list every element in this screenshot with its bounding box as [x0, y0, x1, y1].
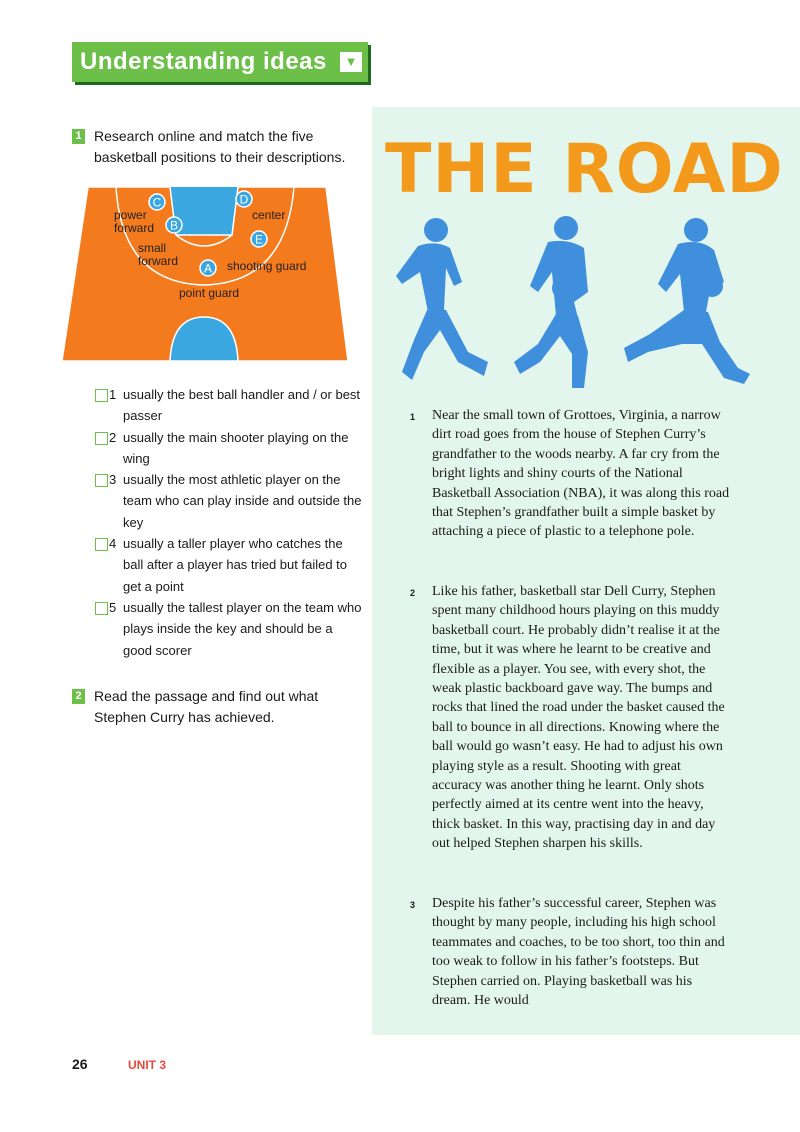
item-number: 2: [109, 429, 117, 445]
basketball-players-illustration: [388, 212, 768, 394]
list-item: [95, 427, 365, 470]
article-paragraph-3: [410, 894, 740, 1010]
item-text: usually the main shooter playing on the wing: [123, 429, 349, 466]
chevron-down-icon[interactable]: ▼: [340, 52, 362, 72]
article-paragraph-2: [410, 582, 740, 854]
item-number: 4: [109, 536, 117, 552]
task-2-instructions: Read the passage and find out what Stephen Curry has achieved.: [94, 688, 319, 725]
item-text: usually the most athletic player on the team who can play inside and outside the key: [123, 472, 362, 530]
item-text: usually a taller player who catches the ball after a player has tried but failed to get a point: [123, 536, 348, 594]
pin-letter-b: B: [169, 218, 179, 233]
task-number-badge: 1: [72, 129, 85, 144]
page-number: 26: [72, 1056, 88, 1072]
section-title: Understanding ideas: [80, 48, 327, 75]
answer-checkbox[interactable]: [95, 538, 108, 551]
position-pin-e: [251, 231, 267, 247]
position-pin-a: [200, 260, 216, 276]
article-title: THE ROAD: [385, 130, 784, 209]
label-center: center: [252, 208, 286, 222]
paragraph-text: Despite his father’s successful career, Stephen was thought by many people, including his high school teammates and coaches, to be too short, too thin and too weak to follow in his father’s footsteps. But Stephen carried on. Playing basketball was his dream. He would: [432, 896, 725, 1009]
answer-checkbox[interactable]: [95, 602, 108, 615]
item-number: 1: [109, 387, 117, 402]
answer-checkbox[interactable]: [95, 432, 108, 445]
pin-letter-d: D: [239, 192, 249, 207]
task-number-badge: 2: [72, 689, 85, 704]
list-item: [95, 533, 365, 597]
label-small-forward: small forward: [138, 241, 179, 268]
answer-checkbox[interactable]: [95, 474, 108, 487]
label-shooting-guard: shooting guard: [227, 259, 307, 273]
paragraph-text: Like his father, basketball star Dell Curry, Stephen spent many childhood hours playing on this muddy basketball court. He probably didn’t realise it at the time, but it was where he learnt to be creative and flexible as a player. You see, with every shot, the weak plastic backboard gave way. The bumps and rocks that lined the road under the basket caused the ball to bounce in all directions. Knowing where the ball would go wasn’t easy. He had to adjust his own playing style as a result. Shooting with great accuracy was another thing he learnt. Only shots perfectly aimed at its centre went into the heavy, thick basket. In this way, practising day in and day out helped Stephen sharpen his skills.: [432, 584, 725, 852]
pin-letter-c: C: [152, 195, 162, 210]
position-pin-b: [166, 217, 182, 233]
task-2: [72, 686, 364, 728]
list-item: [95, 597, 365, 661]
position-descriptions-list: [95, 384, 365, 661]
pin-letter-e: E: [254, 232, 264, 247]
answer-checkbox[interactable]: [95, 389, 108, 402]
player-silhouette: [514, 216, 588, 388]
pin-letter-a: A: [203, 261, 213, 276]
position-pin-d: [236, 191, 252, 207]
list-item: [95, 469, 365, 533]
task-1: [72, 126, 364, 168]
court-svg: [62, 187, 348, 361]
item-number: 5: [109, 599, 117, 615]
item-number: 3: [109, 472, 117, 488]
item-text: usually the best ball handler and / or best passer: [123, 387, 361, 424]
basketball-court-diagram: [62, 187, 348, 361]
player-silhouette: [624, 218, 750, 384]
article-paragraph-1: [410, 406, 740, 542]
label-power-forward: power forward: [114, 208, 155, 235]
unit-label: UNIT 3: [128, 1058, 167, 1072]
paragraph-number: 3: [410, 900, 416, 910]
task-1-instructions: Research online and match the five basketball positions to their descriptions.: [94, 128, 346, 165]
item-text: usually the tallest player on the team who plays inside the key and should be a good scorer: [123, 599, 362, 658]
paragraph-number: 2: [410, 588, 416, 598]
paragraph-text: Near the small town of Grottoes, Virginia, a narrow dirt road goes from the house of Stephen Curry’s grandfather to the woods nearby. A far cry from the bright lights and shiny courts of the National Basketball Association (NBA), it was along this road that Stephen’s grandfather built a simple basket by attaching a piece of plastic to a telephone pole.: [432, 408, 730, 540]
label-point-guard: point guard: [179, 286, 240, 300]
paragraph-number: 1: [410, 412, 416, 422]
player-silhouette: [396, 218, 488, 380]
list-item: [95, 384, 365, 427]
section-header: [72, 42, 368, 82]
position-pin-c: [149, 194, 165, 210]
